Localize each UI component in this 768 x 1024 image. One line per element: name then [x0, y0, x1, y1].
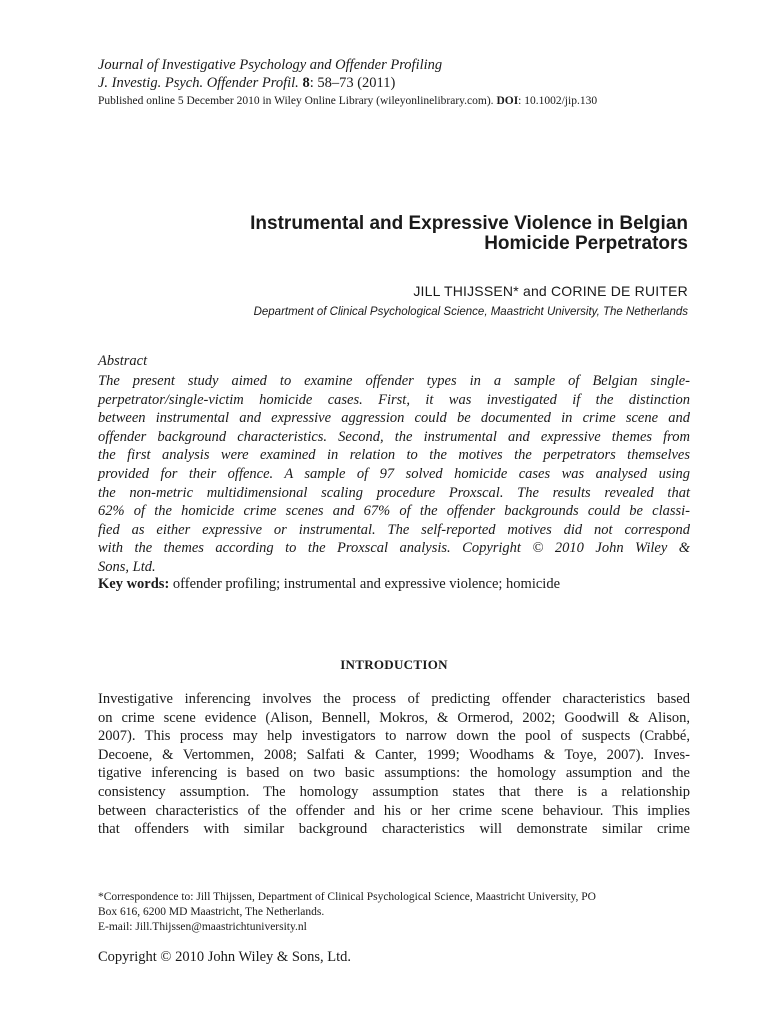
author-affiliation: Department of Clinical Psychological Science, Maastricht University, The Netherlands — [253, 306, 688, 318]
body-line: 2007). This process may help investigators to narrow down the pool of suspects (Crabbé, — [98, 728, 690, 745]
abstract-line: perpetrator/single-victim homicide cases. First, it was investigated if the distinction — [98, 391, 690, 408]
abstract-line: with the themes according to the Proxscal analysis. Copyright © 2010 John Wiley & — [98, 540, 690, 557]
body-line: on crime scene evidence (Alison, Bennell, Mokros, & Ormerod, 2002; Goodwill & Alison, — [98, 709, 690, 726]
abstract-line: The present study aimed to examine offender types in a sample of Belgian single- — [98, 373, 690, 389]
copyright-notice: Copyright © 2010 John Wiley & Sons, Ltd. — [98, 949, 352, 965]
abstract-line: offender background characteristics. Second, the instrumental and expressive themes from — [98, 428, 690, 445]
doi-value: : 10.1002/jip.130 — [518, 95, 598, 107]
introduction-body — [98, 690, 690, 839]
article-title — [128, 214, 688, 254]
published-text: Published online 5 December 2010 in Wiley Online Library (wileyonlinelibrary.com). — [98, 95, 497, 107]
citation-pages: : 58–73 (2011) — [309, 75, 396, 91]
footnote-line: E-mail: Jill.Thijssen@maastrichtuniversity.nl — [98, 921, 307, 933]
footnote-line: *Correspondence to: Jill Thijssen, Department of Clinical Psychological Science, Maastricht University, PO — [98, 891, 596, 903]
keywords-label: Key words: — [98, 576, 170, 592]
abstract-heading: Abstract — [98, 353, 148, 369]
body-line: Investigative inferencing involves the process of predicting offender characteristics based — [98, 691, 690, 707]
abstract-line: provided for their offence. A sample of 97 solved homicide cases was analysed using — [98, 465, 690, 482]
keywords — [98, 575, 690, 593]
abstract-line: the first analysis were examined in relation to the motives the perpetrators themselves — [98, 447, 690, 464]
body-line: tigative inferencing is based on two basic assumptions: the homology assumption and the — [98, 765, 690, 782]
article-authors: JILL THIJSSEN* and CORINE DE RUITER — [413, 283, 688, 299]
keywords-text: offender profiling; instrumental and expressive violence; homicide — [169, 576, 561, 592]
body-line: consistency assumption. The homology assumption states that there is a relationship — [98, 783, 690, 800]
body-line: between characteristics of the offender and his or her crime scene behaviour. This implies — [98, 802, 690, 819]
body-line: Decoene, & Vertommen, 2008; Salfati & Canter, 1999; Woodhams & Toye, 2007). Inves- — [98, 746, 690, 763]
abstract-line: 62% of the homicide crime scenes and 67% of the offender backgrounds could be classi- — [98, 503, 690, 520]
citation-abbrev: J. Investig. Psych. Offender Profil. — [98, 75, 299, 91]
title-line: Instrumental and Expressive Violence in Belgian — [250, 213, 688, 234]
body-line: that offenders with similar background characteristics will demonstrate similar crime — [98, 821, 690, 838]
abstract-body — [98, 372, 690, 577]
abstract-line: the non-metric multidimensional scaling procedure Proxscal. The results revealed that — [98, 484, 690, 501]
journal-name: Journal of Investigative Psychology and Offender Profiling — [98, 57, 443, 73]
title-line: Homicide Perpetrators — [484, 233, 688, 254]
section-heading-introduction: INTRODUCTION — [340, 657, 448, 672]
abstract-line: between instrumental and expressive aggression could be documented in crime scene and — [98, 410, 690, 427]
abstract-line: Sons, Ltd. — [98, 558, 156, 575]
publication-info — [98, 93, 698, 110]
journal-citation — [98, 74, 698, 92]
correspondence-footnote — [98, 890, 690, 935]
doi-label: DOI — [496, 95, 519, 107]
footnote-line: Box 616, 6200 MD Maastricht, The Netherlands. — [98, 906, 325, 918]
abstract-line: fied as either expressive or instrumental. The self-reported motives did not correspond — [98, 521, 690, 538]
citation-volume: 8 — [302, 75, 310, 91]
journal-header — [98, 56, 698, 110]
